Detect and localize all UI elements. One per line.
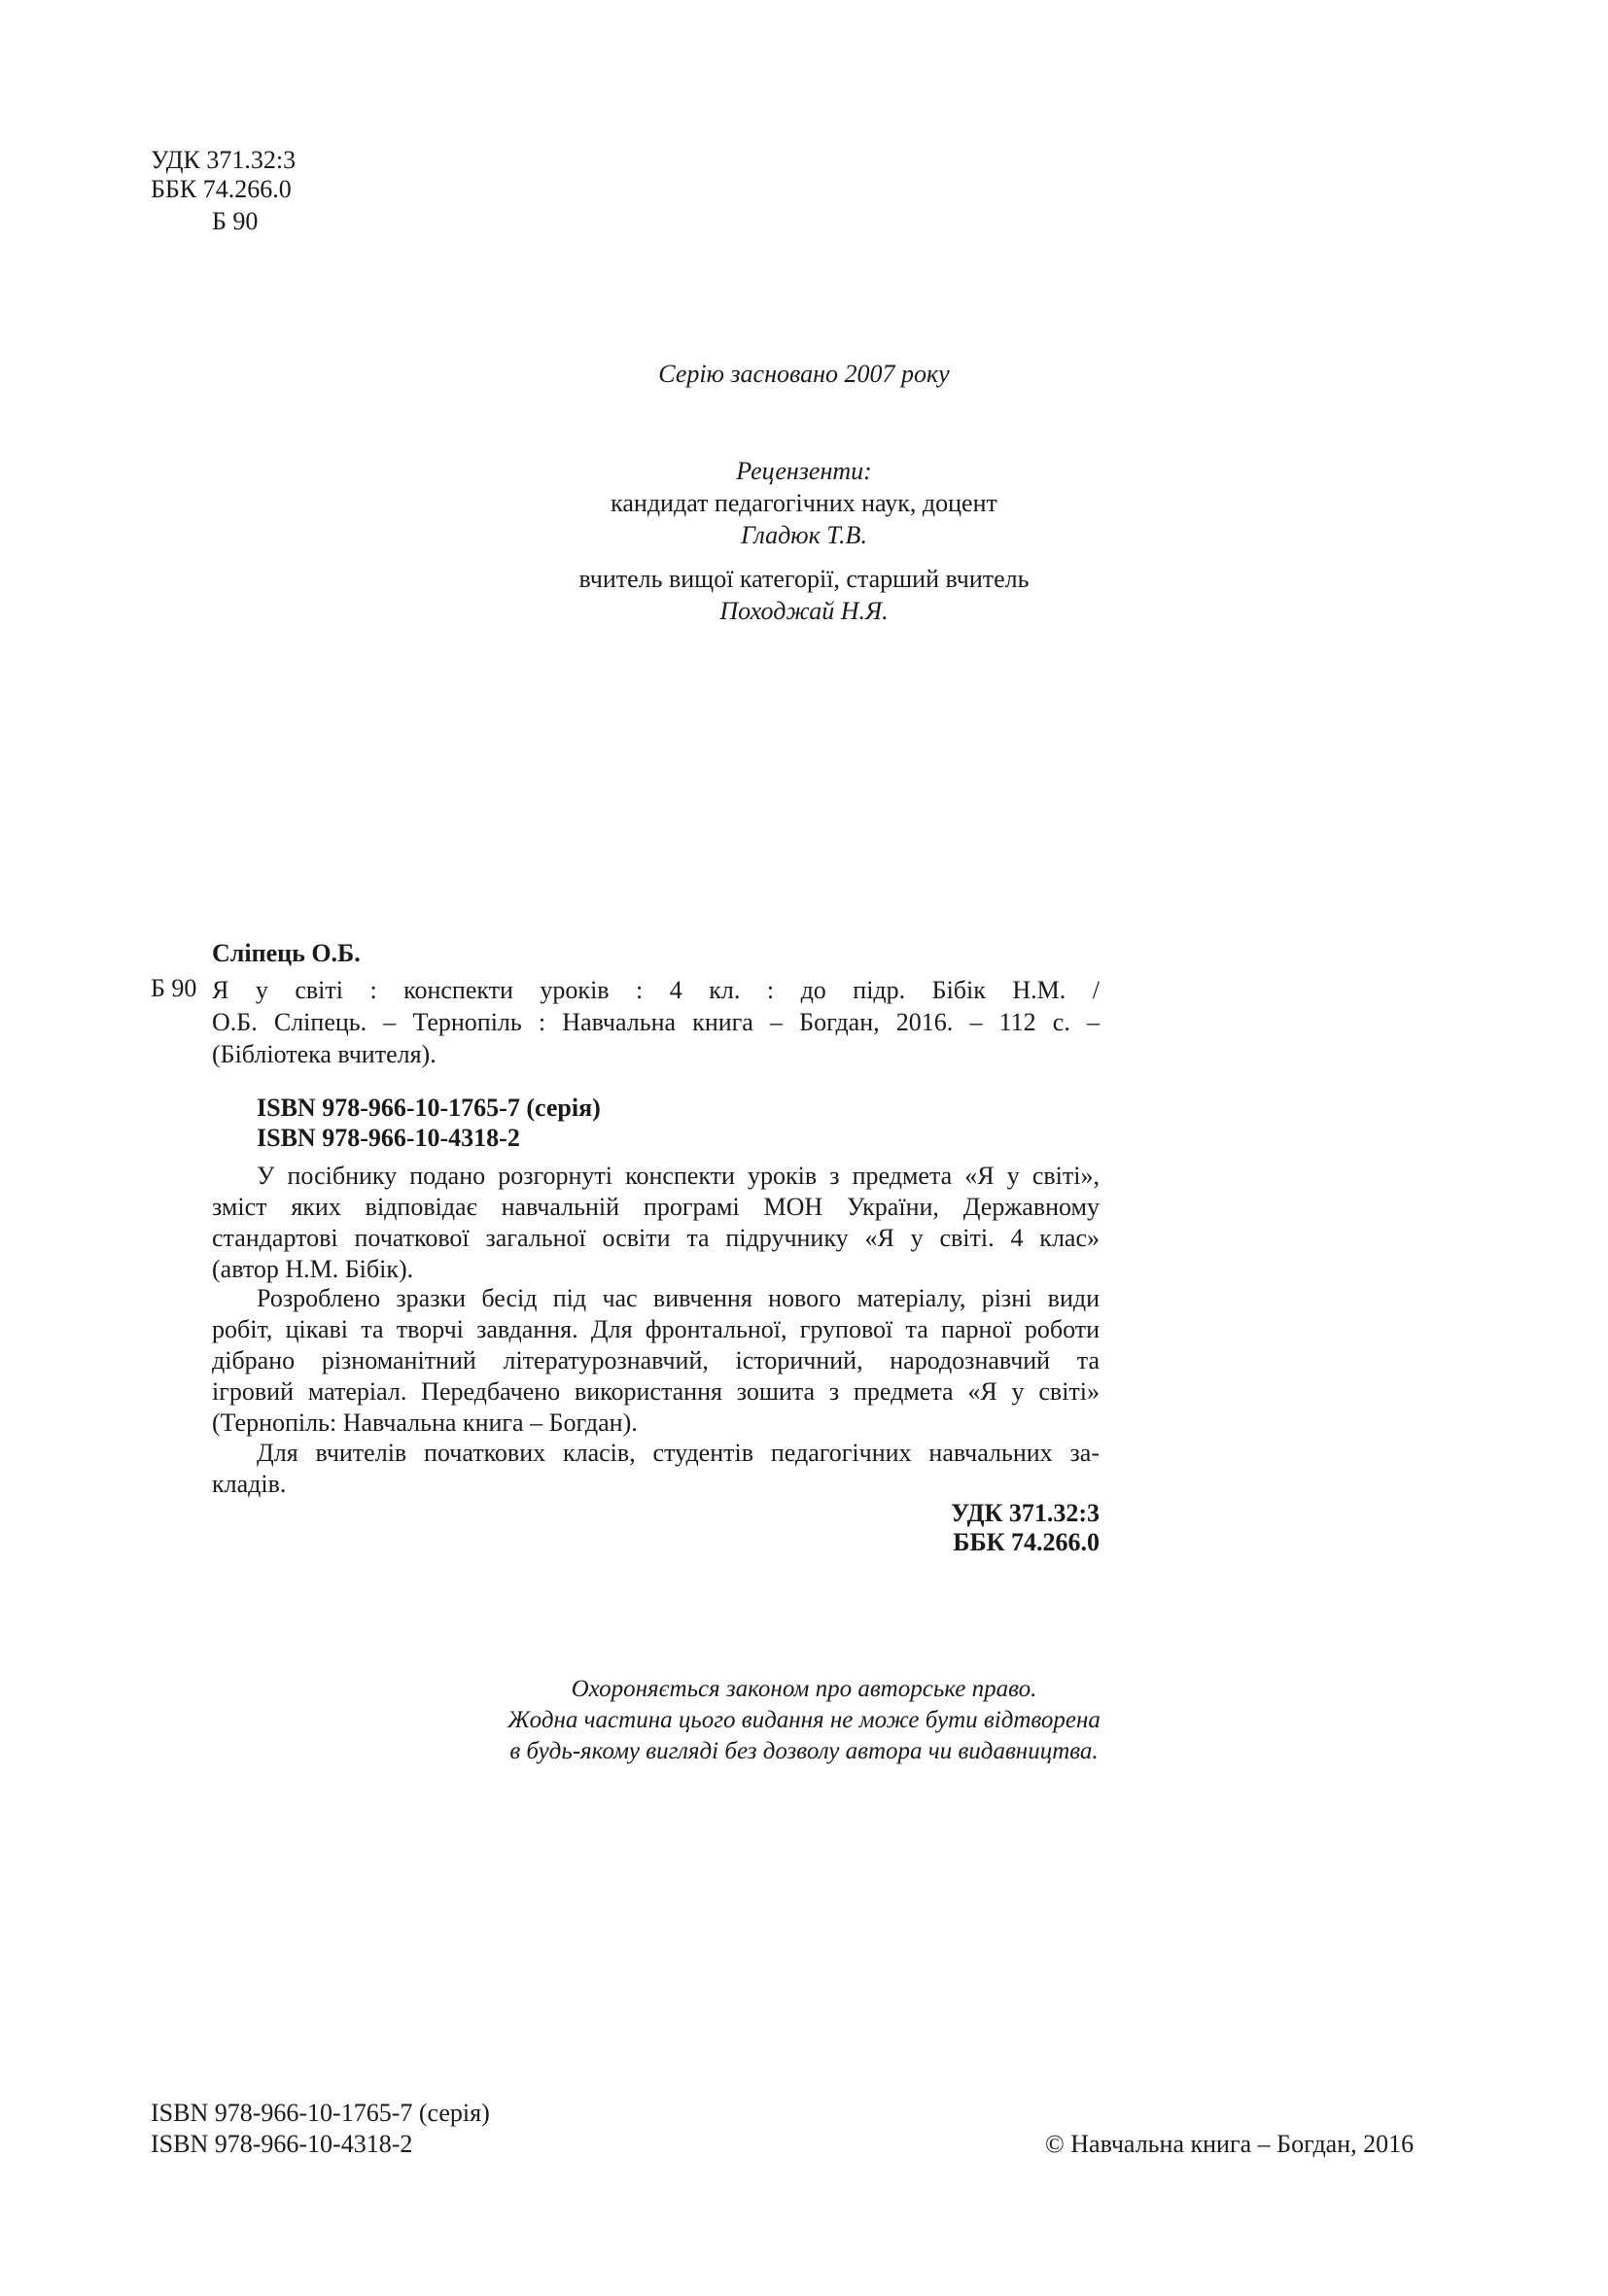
- reviewers-heading: Рецензенти:: [736, 457, 872, 485]
- annotation-paragraph-2: [212, 1283, 1100, 1439]
- reviewer-1-name: Гладюк Т.В.: [741, 521, 867, 549]
- reviewer-2-title: вчитель вищої категорії, старший вчитель: [578, 565, 1030, 593]
- annotation-line: стандартові початкової загальної освіти та підручнику «Я у світі. 4 клас»: [212, 1224, 1100, 1252]
- bibliographic-line: Я у світі : конспекти уроків : 4 кл. : до підр. Бібік Н.М. /: [212, 976, 1100, 1004]
- annotation-line: кладів.: [212, 1470, 287, 1498]
- udk-code: УДК 371.32:3: [151, 146, 297, 174]
- annotation-paragraph-1: [212, 1161, 1100, 1285]
- annotation-line: робіт, цікаві та творчі завдання. Для фронтальної, групової та парної роботи: [212, 1315, 1100, 1343]
- bbk-code: ББК 74.266.0: [151, 175, 292, 203]
- annotation-line: дібрано різноманітний літературознавчий, історичний, народознавчий та: [212, 1346, 1100, 1374]
- bibliographic-line: О.Б. Сліпець. – Тернопіль : Навчальна книга – Богдан, 2016. – 112 с. –: [212, 1008, 1100, 1036]
- annotation-line: Для вчителів початкових класів, студентів педагогічних навчальних за-: [257, 1439, 1100, 1467]
- footer-isbn-series: ISBN 978-966-10-1765-7 (серія): [151, 2099, 490, 2127]
- annotation-line: ігровий матеріал. Передбачено використання зошита з предмета «Я у світі»: [212, 1377, 1100, 1406]
- author-mark: Б 90: [212, 207, 259, 235]
- bibliographic-line: (Бібліотека вчителя).: [212, 1040, 437, 1068]
- catalog-isbn-book: ISBN 978-966-10-4318-2: [257, 1124, 520, 1152]
- copyright-notice-line: Жодна частина цього видання не може бути відтворена: [507, 1707, 1101, 1733]
- annotation-paragraph-3: [212, 1438, 1100, 1500]
- reviewer-1-title: кандидат педагогічних наук, доцент: [611, 489, 997, 517]
- catalog-udk: УДК 371.32:3: [951, 1499, 1100, 1527]
- reviewers-block: [0, 455, 1608, 627]
- reviewer-2-name: Походжай Н.Я.: [719, 597, 889, 625]
- annotation-line: (Тернопіль: Навчальна книга – Богдан).: [212, 1409, 638, 1437]
- annotation-line: У посібнику подано розгорнуті конспекти уроків з предмета «Я у світі»,: [257, 1162, 1100, 1190]
- footer-copyright: © Навчальна книга – Богдан, 2016: [1045, 2130, 1415, 2158]
- annotation-line: Розроблено зразки бесід під час вивчення нового матеріалу, різні види: [257, 1284, 1100, 1312]
- copyright-notice-line: в будь-якому вигляді без дозволу автора чи видавництва.: [509, 1738, 1099, 1764]
- catalog-code: Б 90: [151, 974, 197, 1002]
- catalog-bbk: ББК 74.266.0: [953, 1528, 1100, 1556]
- catalog-author: Сліпець О.Б.: [212, 939, 361, 967]
- copyright-notice-line: Охороняється законом про авторське право.: [571, 1676, 1037, 1702]
- series-note: Серію засновано 2007 року: [658, 360, 950, 388]
- catalog-isbn-series: ISBN 978-966-10-1765-7 (серія): [257, 1094, 601, 1122]
- copyright-notice: [0, 1674, 1608, 1767]
- footer-isbn-book: ISBN 978-966-10-4318-2: [151, 2130, 413, 2158]
- annotation-line: зміст яких відповідає навчальній програмі МОН України, Державному: [212, 1193, 1100, 1221]
- annotation-line: (автор Н.М. Бібік).: [212, 1255, 414, 1283]
